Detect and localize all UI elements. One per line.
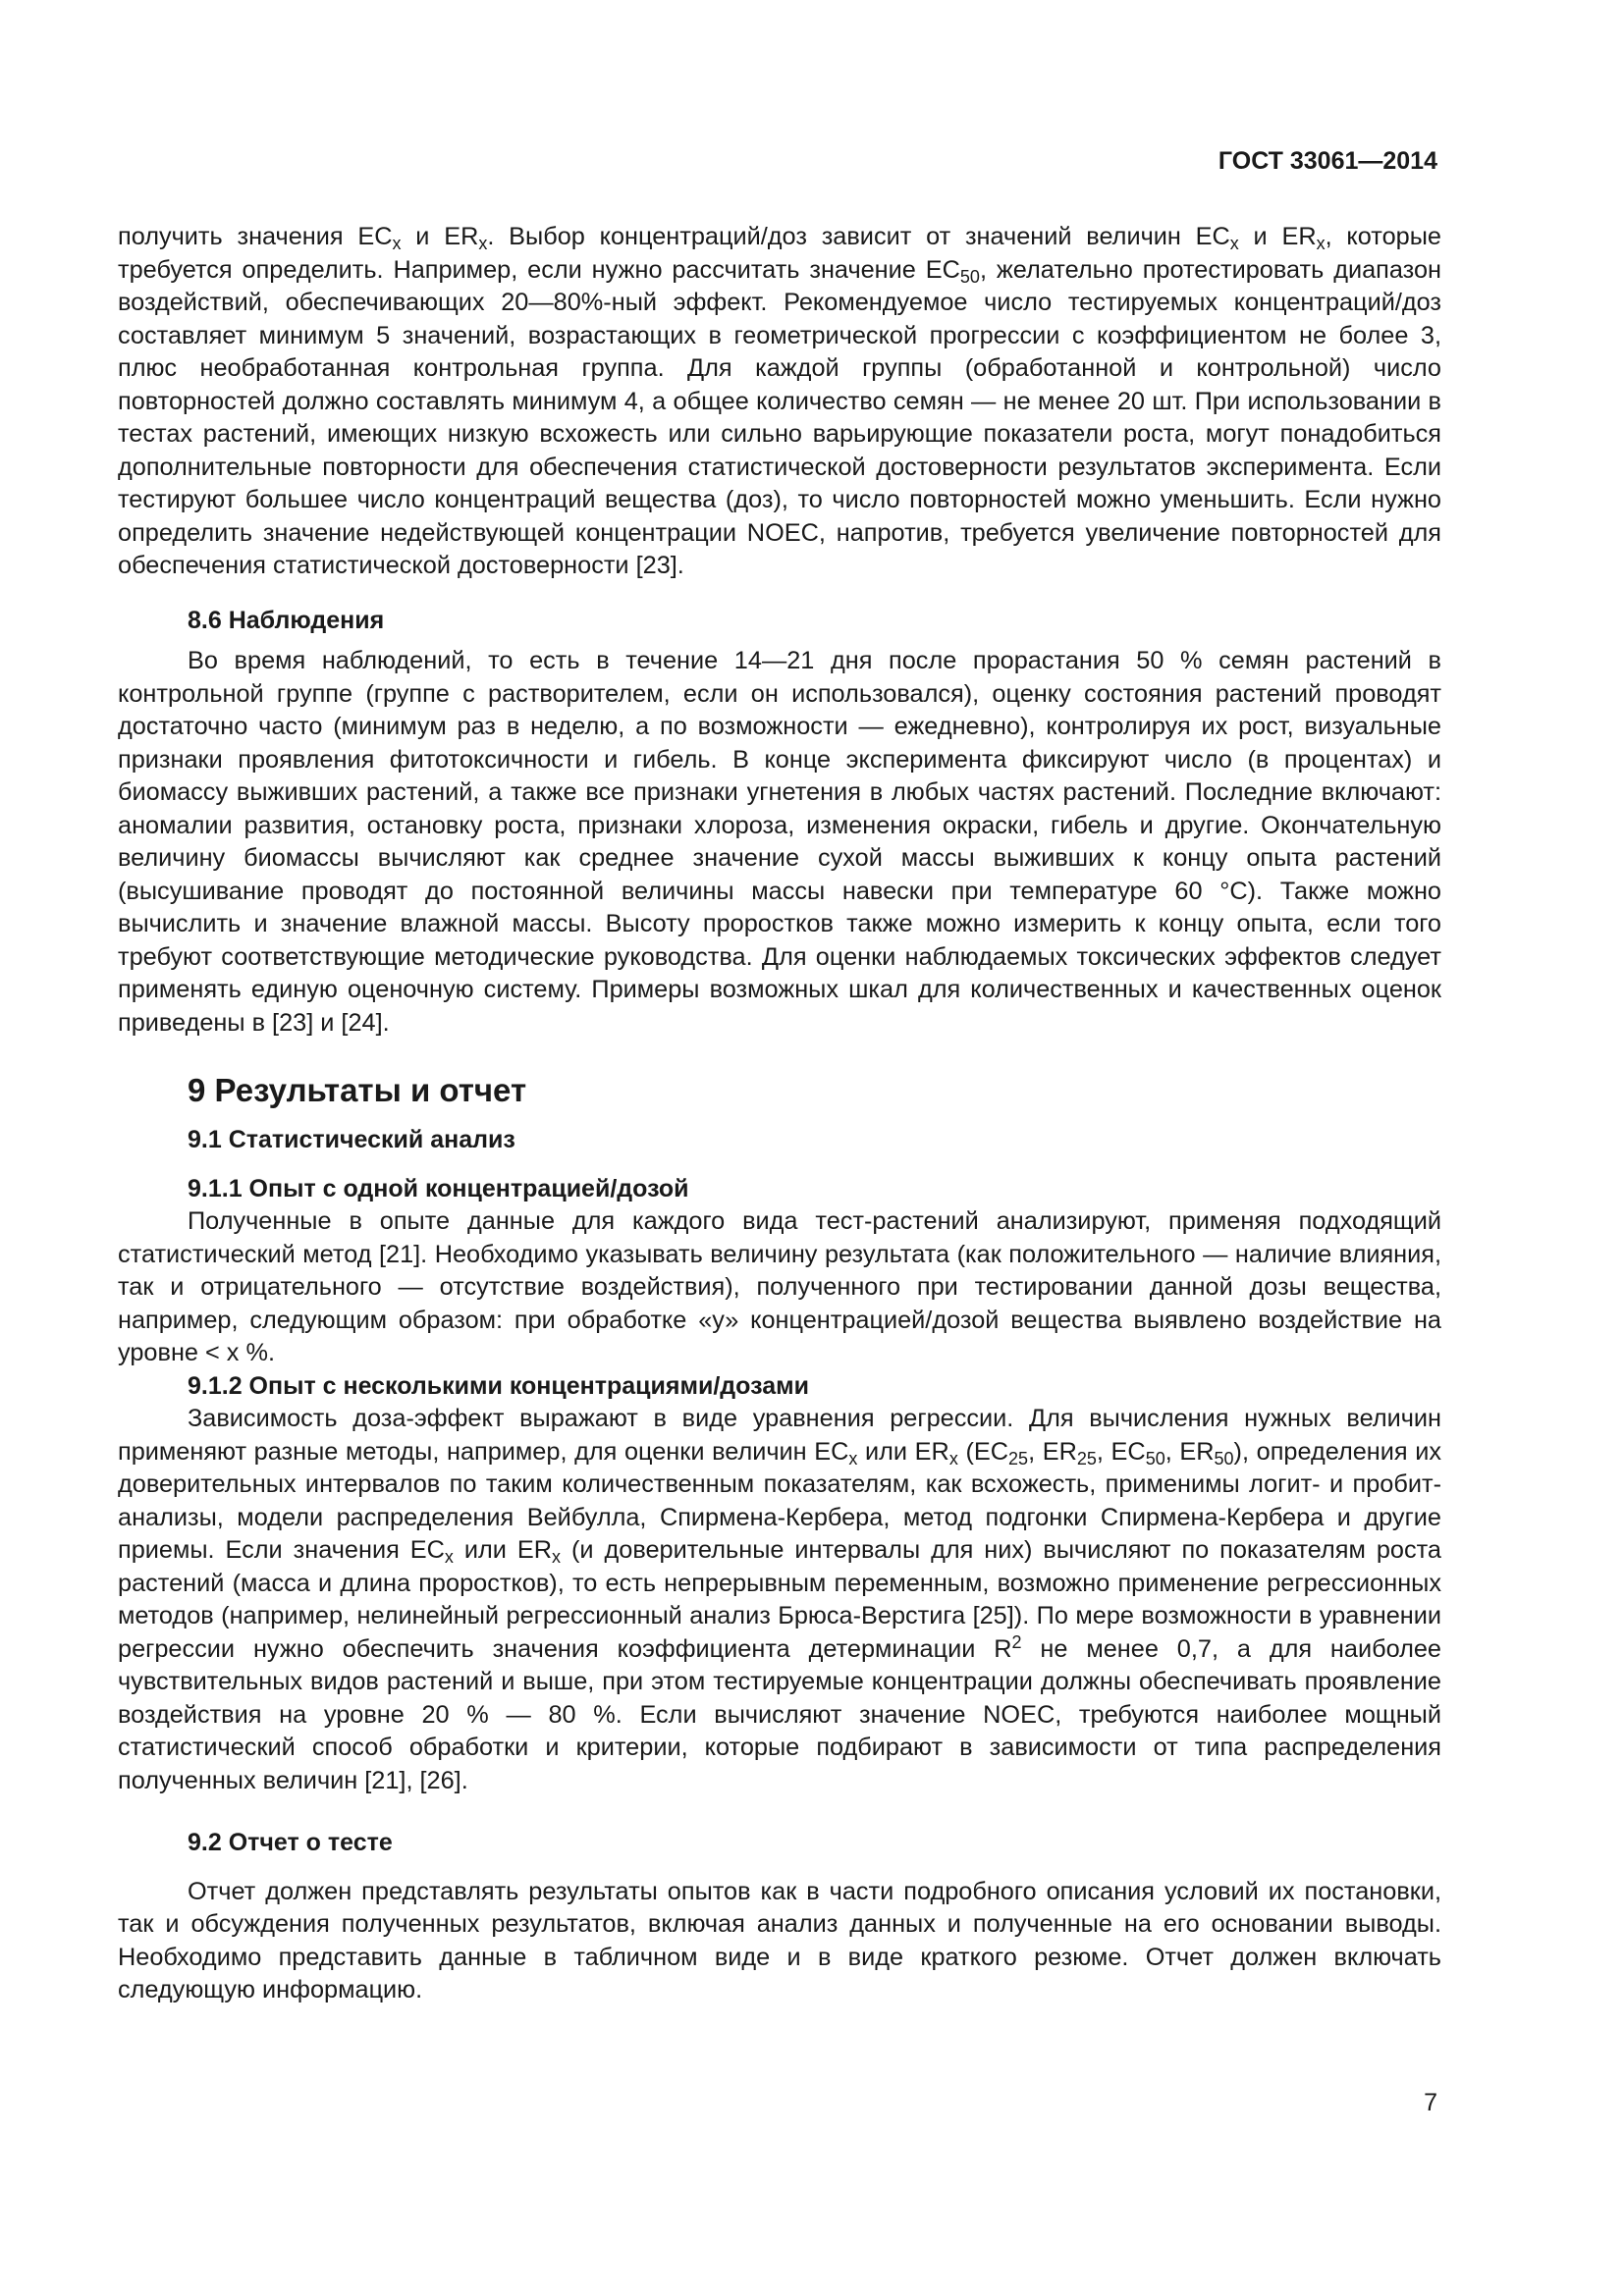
page-content	[118, 221, 1441, 2007]
section-9-1-heading: 9.1 Статистический анализ	[188, 1126, 515, 1153]
section-9-2-body: Отчет должен представлять результаты опытов как в части подробного описания условий их постановки, так и обсуждения полученных результатов, включая анализ данных и полученные на его основании выводы. Необходимо представить данные в табличном виде и в виде краткого резюме. Отчет должен включать следующую информацию.	[118, 1877, 1441, 2003]
section-9-2-heading: 9.2 Отчет о тесте	[188, 1829, 393, 1856]
section-9-1-1-body: Полученные в опыте данные для каждого вида тест-растений анализируют, применяя подходящий статистический метод [21]. Необходимо указывать величину результата (как положительного — наличие влияния, так и отрицательного — отсутствие воздействия), полученного при тестировании данной дозы вещества, например, следующим образом: при обработке «у» концентрацией/дозой вещества выявлено воздействие на уровне < х %.	[118, 1207, 1441, 1366]
intro-paragraph: получить значения $EC_x$ и $ER_x$. Выбор концентраций/доз зависит от значений величин $EC_x$ и $ER_x$, которые требуется определить. Например, если нужно рассчитать значение $EC_{50}$, желательно протестировать диапазон воздействий, обеспечивающих 20—80%-ный эффект. Рекомендуемое число тестируемых концентраций/доз составляет минимум 5 значений, возрастающих в геометрической прогрессии с коэффициентом не более 3, плюс необработанная контрольная группа. Для каждой группы (обработанной и контрольной) число повторностей должно составлять минимум 4, а общее количество семян — не менее 20 шт. При использовании в тестах растений, имеющих низкую всхожесть или сильно варьирующие показатели роста, могут понадобиться дополнительные повторности для обеспечения статистической достоверности результатов эксперимента. Если тестируют большее число концентраций вещества (доз), то число повторностей можно уменьшить. Если нужно определить значение недействующей концентрации NOEC, напротив, требуется увеличение повторностей для обеспечения статистической достоверности [23].	[118, 223, 1441, 579]
document-header: ГОСТ 33061—2014	[1218, 147, 1437, 175]
page-number: 7	[1424, 2089, 1437, 2116]
section-9-1-2-body: Зависимость доза-эффект выражают в виде уравнения регрессии. Для вычисления нужных величин применяют разные методы, например, для оценки величин $EC_x$ или $ER_x$ ($EC_{25}$, $ER_{25}$, $EC_{50}$, $ER_{50}$), определения их доверительных интервалов по таким количественным показателям, как всхожесть, применимы логит- и пробит-анализы, модели распределения Вейбулла, Спирмена-Кербера, метод подгонки Спирмена-Кербера и другие приемы. Если значения $EC_x$ или $ER_x$ (и доверительные интервалы для них) вычисляют по показателям роста растений (масса и длина проростков), то есть непрерывным переменным, возможно применение регрессионных методов (например, нелинейный регрессионный анализ Брюса-Верстига [25]). По мере возможности в уравнении регрессии нужно обеспечить значения коэффициента детерминации $R^2$ не менее 0,7, а для наиболее чувствительных видов растений и выше, при этом тестируемые концентрации должны обеспечивать проявление воздействия на уровне 20 % — 80 %. Если вычисляют значение NOEC, требуются наиболее мощный статистический способ обработки и критерии, которые подбирают в зависимости от типа распределения полученных величин [21], [26].	[118, 1405, 1441, 1794]
section-9-1-2-heading: 9.1.2 Опыт с несколькими концентрациями/дозами	[188, 1371, 809, 1400]
section-9-heading: 9 Результаты и отчет	[188, 1072, 527, 1108]
section-9-1-1-heading: 9.1.1 Опыт с одной концентрацией/дозой	[188, 1174, 689, 1202]
section-8-6-heading: 8.6 Наблюдения	[188, 606, 385, 634]
section-8-6-body: Во время наблюдений, то есть в течение 14—21 дня после прорастания 50 % семян растений в контрольной группе (группе с растворителем, если он использовался), оценку состояния растений проводят достаточно часто (минимум раз в неделю, а по возможности — ежедневно), контролируя их рост, визуальные признаки проявления фитотоксичности и гибель. В конце эксперимента фиксируют число (в процентах) и биомассу выживших растений, а также все признаки угнетения в любых частях растений. Последние включают: аномалии развития, остановку роста, признаки хлороза, изменения окраски, гибель и другие. Окончательную величину биомассы вычисляют как среднее значение сухой массы выживших к концу опыта растений (высушивание проводят до постоянной величины массы навески при температуре 60 °C). Также можно вычислить и значение влажной массы. Высоту проростков также можно измерить к концу опыта, если того требуют соответствующие методические руководства. Для оценки наблюдаемых токсических эффектов следует применять единую оценочную систему. Примеры возможных шкал для количественных и качественных оценок приведены в [23] и [24].	[118, 647, 1441, 1037]
